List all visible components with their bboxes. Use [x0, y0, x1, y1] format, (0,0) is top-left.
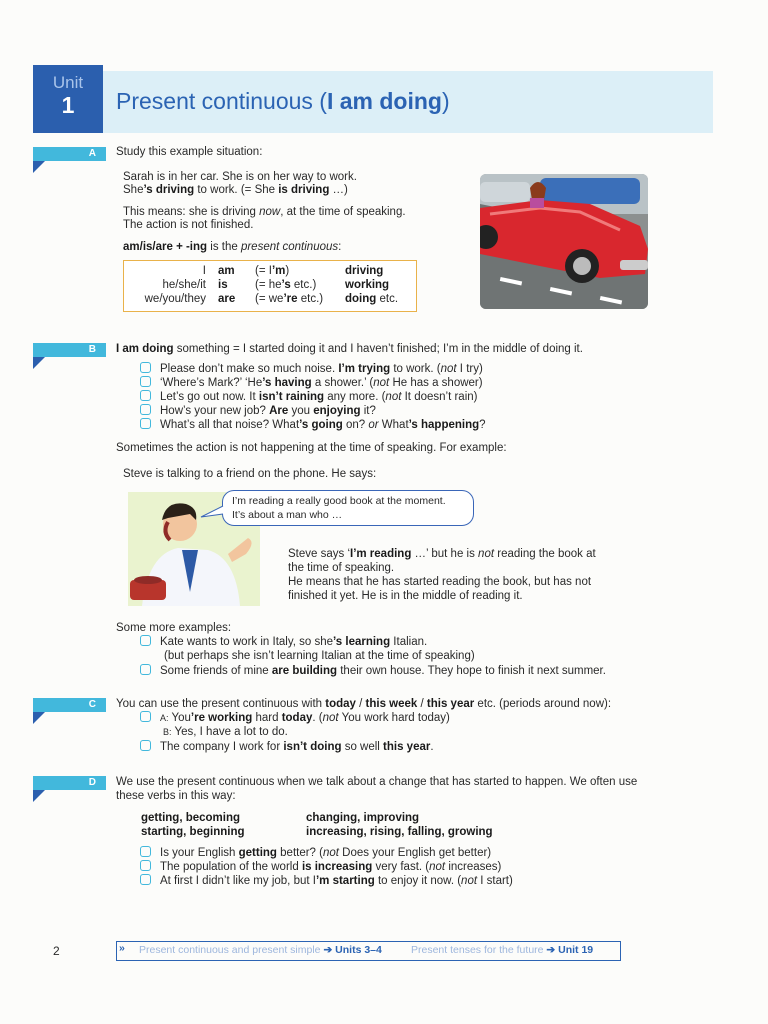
speech-bubble: [222, 490, 474, 526]
speech-line: I’m reading a really good book at the moment.: [232, 495, 446, 507]
section-d-intro: We use the present continuous when we talk about a change that has started to happen. We often use: [116, 776, 638, 788]
example-line: Sarah is in her car. She is on her way to work.: [123, 171, 357, 183]
section-d-intro: these verbs in this way:: [116, 790, 236, 802]
example-item: ‘Where’s Mark?’ ‘He’s having a shower.’ (not He has a shower): [140, 376, 483, 390]
body-text: Some more examples:: [116, 622, 232, 634]
bullet-icon: [140, 664, 151, 675]
bullet-icon: [140, 418, 151, 429]
verb-list: getting, becoming: [141, 812, 241, 824]
speech-line: It’s about a man who …: [232, 509, 343, 521]
example-item: At first I didn’t like my job, but I’m starting to enjoy it now. (not I start): [140, 874, 513, 888]
example-item: The population of the world is increasing very fast. (not increases): [140, 860, 501, 874]
section-a-intro: Study this example situation:: [116, 146, 263, 158]
example-line: The action is not finished.: [123, 219, 254, 231]
bullet-icon: [140, 711, 151, 722]
body-text: Sometimes the action is not happening at the time of speaking. For example:: [116, 442, 507, 454]
section-tab-d: D: [33, 776, 106, 790]
unit-badge: [33, 65, 103, 133]
contraction-cell: (= we’re etc.): [255, 293, 324, 305]
subject-cell: we/you/they: [144, 293, 206, 305]
bullet-icon: [140, 404, 151, 415]
section-b-intro: I am doing something = I started doing it and I haven’t finished; I’m in the middle of doing it.: [116, 343, 583, 355]
example-line: She’s driving to work. (= She is driving …): [123, 184, 348, 196]
verb-cell: is: [218, 279, 228, 291]
car-illustration: [480, 174, 648, 309]
contraction-cell: (= he’s etc.): [255, 279, 317, 291]
example-item: Is your English getting better? (not Does your English get better): [140, 846, 491, 860]
example-item: Kate wants to work in Italy, so she’s learning Italian.: [140, 635, 427, 649]
section-tab-c: C: [33, 698, 106, 712]
verb-cell: are: [218, 293, 236, 305]
explanation-line: He means that he has started reading the book, but has not: [288, 576, 592, 588]
page-number: 2: [53, 944, 60, 958]
example-line: This means: she is driving now, at the time of speaking.: [123, 206, 406, 218]
verb-cell: am: [218, 265, 235, 277]
bullet-icon: [140, 362, 151, 373]
ing-cell: driving: [345, 265, 384, 277]
example-item: What’s all that noise? What’s going on? or What’s happening?: [140, 418, 486, 432]
explanation-line: Steve says ‘I’m reading …’ but he is not reading the book at: [288, 548, 596, 560]
cross-reference-bar: [116, 941, 621, 961]
bullet-icon: [140, 860, 151, 871]
example-item: Please don’t make so much noise. I’m trying to work. (not I try): [140, 362, 483, 376]
example-reply: B: Yes, I have a lot to do.: [163, 726, 288, 738]
example-item: How’s your new job? Are you enjoying it?: [140, 404, 376, 418]
example-item: Let’s go out now. It isn’t raining any more. (not It doesn’t rain): [140, 390, 478, 404]
section-tab-b: B: [33, 343, 106, 357]
subject-cell: I: [202, 265, 206, 277]
verb-list: changing, improving: [306, 812, 420, 824]
ing-cell: doing etc.: [345, 293, 399, 305]
ing-cell: working: [345, 279, 390, 291]
subject-cell: he/she/it: [162, 279, 206, 291]
explanation-line: the time of speaking.: [288, 562, 395, 574]
example-item: The company I work for isn’t doing so well this year.: [140, 740, 434, 754]
cross-reference-link[interactable]: Present continuous and present simple ➔ Units 3–4: [139, 944, 382, 956]
grammar-table: [123, 260, 417, 312]
unit-number: 1: [61, 92, 75, 118]
bullet-icon: [140, 874, 151, 885]
speech-tail: [200, 505, 226, 519]
section-c-intro: You can use the present continuous with today / this week / this year etc. (periods around now):: [116, 698, 612, 710]
bullet-icon: [140, 846, 151, 857]
verb-list: starting, beginning: [141, 826, 245, 838]
section-tab-a: A: [33, 147, 106, 161]
cross-reference-link[interactable]: Present tenses for the future ➔ Unit 19: [411, 944, 594, 956]
double-chevron-icon: »: [119, 942, 125, 954]
bullet-icon: [140, 740, 151, 751]
bullet-icon: [140, 376, 151, 387]
example-note: (but perhaps she isn’t learning Italian at the time of speaking): [164, 650, 475, 662]
body-text: Steve is talking to a friend on the phone. He says:: [123, 468, 377, 480]
bullet-icon: [140, 635, 151, 646]
bullet-icon: [140, 390, 151, 401]
unit-label: Unit: [52, 73, 84, 92]
verb-list: increasing, rising, falling, growing: [306, 826, 493, 838]
rule-line: am/is/are + -ing is the present continuous:: [123, 241, 342, 253]
explanation-line: finished it yet. He is in the middle of reading it.: [288, 590, 523, 602]
contraction-cell: (= I’m): [255, 265, 290, 277]
page-title: Present continuous (I am doing): [116, 88, 450, 114]
example-item: A: You’re working hard today. (not You work hard today): [140, 711, 450, 725]
example-item: Some friends of mine are building their own house. They hope to finish it next summer.: [140, 664, 606, 678]
